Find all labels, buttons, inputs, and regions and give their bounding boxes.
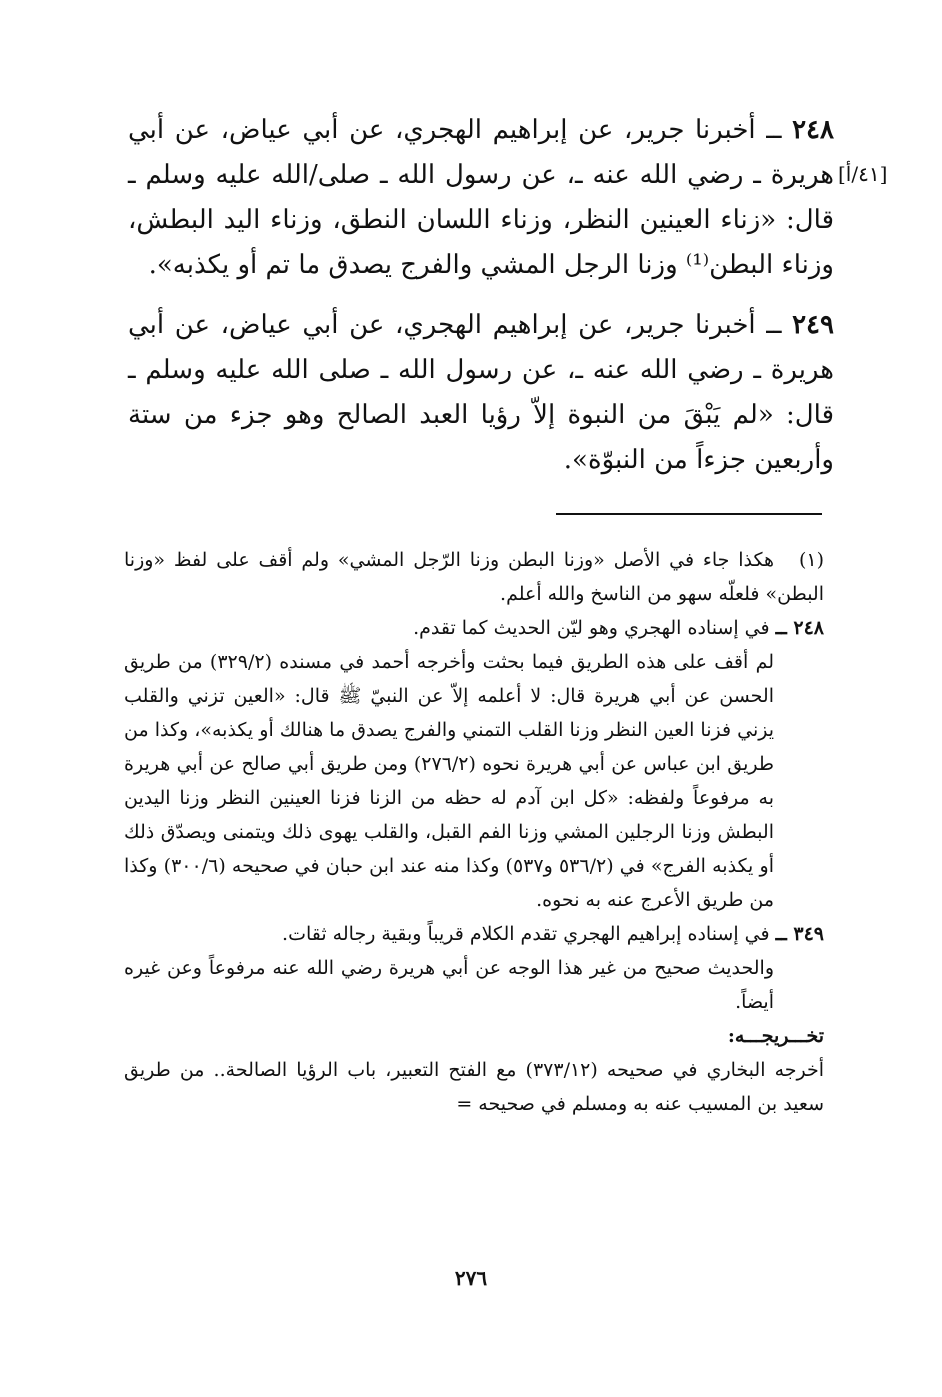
note-label: ٢٤٨ ــ [775, 617, 824, 639]
footnote-label: (١) [798, 549, 824, 571]
note-249-body: والحديث صحيح من غير هذا الوجه عن أبي هريرة رضي الله عنه مرفوعاً وعن غيره أيضاً. [124, 957, 774, 1013]
page-number: ٢٧٦ [454, 1266, 488, 1290]
footnote-divider [556, 513, 822, 515]
manuscript-folio-marker: [٤١/أ] [838, 162, 888, 186]
footnote-text: هكذا جاء في الأصل «وزنا البطن وزنا الرّجل المشي» ولم أقف على لفظ «وزنا البطن» فلعلّه سهو من الناسخ والله أعلم. [124, 549, 824, 605]
hadith-number: ٢٤٩ [792, 310, 834, 340]
takhrij-heading: تخـــريجـــه: [727, 1025, 824, 1047]
hadith-249 [128, 303, 834, 483]
note-text: في إسناده إبراهيم الهجري تقدم الكلام قريباً وبقية رجاله ثقات. [282, 923, 776, 945]
footnote-1 [124, 543, 824, 611]
note-label: ٣٤٩ ــ [775, 923, 824, 945]
hadith-248 [128, 108, 834, 288]
hadith-text: ــ أخبرنا جرير، عن إبراهيم الهجري، عن أبي عياض، عن أبي هريرة ـ رضي الله عنه ـ، عن رسول الله ـ صلى الله عليه وسلم ـ قال: «لم يَبْقَ من النبوة إلاّ رؤيا العبد الصالح وهو جزء من ستة وأربعين جزءاً من النبوّة». [128, 310, 834, 475]
note-248-intro [124, 611, 824, 645]
note-text: في إسناده الهجري وهو ليّن الحديث كما تقدم. [413, 617, 776, 639]
takhrij-text: أخرجه البخاري في صحيحه (٣٧٣/١٢) مع الفتح التعبير، باب الرؤيا الصالحة.. من طريق سعيد بن المسيب عنه به ومسلم في صحيحه = [124, 1059, 825, 1115]
footnotes [124, 543, 824, 1121]
note-248-body: لم أقف على هذه الطريق فيما بحثت وأخرجه أحمد في مسنده (٣٢٩/٢) من طريق الحسن عن أبي هريرة قال: لا أعلمه إلاّ عن النبيّ ﷺ قال: «العين تزني والقلب يزني فزنا العين النظر وزنا القلب التمني والفرج يصدق ما هنالك أو يكذبه»، وكذا من طريق ابن عباس عن أبي هريرة نحوه (٢٧٦/٢) ومن طريق أبي صالح عن أبي هريرة به مرفوعاً ولفظه: «كل ابن آدم له حظه من الزنا فزنا العينين النظر وزنا اليدين البطش وزنا الرجلين المشي وزنا الفم القبل، والقلب يهوى ذلك ويتمنى ويصدّق ذلك أو يكذبه الفرج» في (٥٣٦/٢ و٥٣٧) وكذا منه عند ابن حبان في صحيحه (٣٠٠/٦) وكذا من طريق الأعرج عنه به نحوه. [124, 651, 774, 911]
hadith-number: ٢٤٨ [792, 115, 834, 145]
hadith-text: ــ أخبرنا جرير، عن إبراهيم الهجري، عن أبي عياض، عن أبي هريرة ـ رضي الله عنه ـ، عن رسول الله ـ صلى/الله عليه وسلم ـ قال: «زناء العينين النظر، وزناء اللسان النطق، وزناء اليد البطش، وزناء البطن⁽¹⁾ وزنا الرجل المشي والفرج يصدق ما تم أو يكذبه». [128, 115, 834, 280]
note-249-intro [124, 917, 824, 951]
